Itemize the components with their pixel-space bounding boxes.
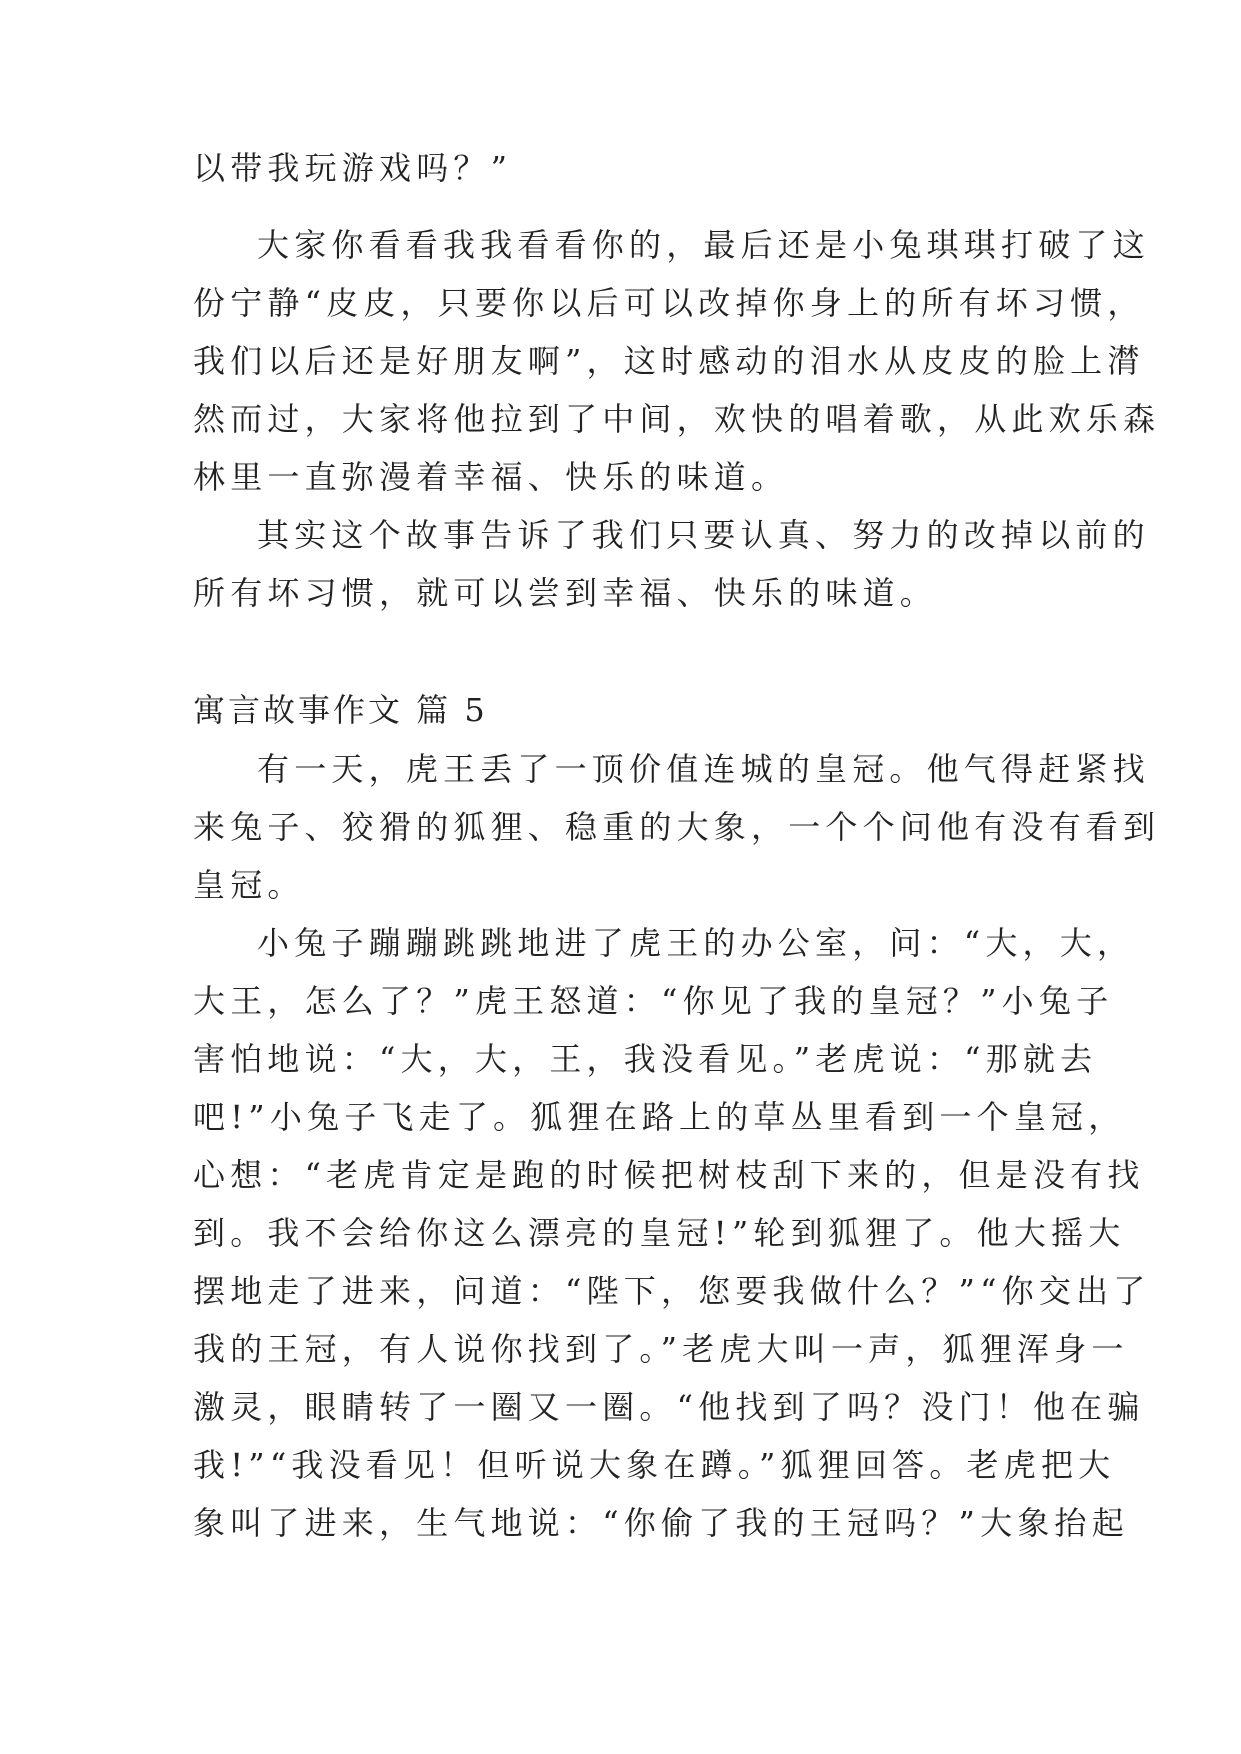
paragraph-line: 象叫了进来，生气地说：“你偷了我的王冠吗？”大象抬起 xyxy=(193,1504,1129,1542)
paragraph-line: 到。我不会给你这么漂亮的皇冠!”轮到狐狸了。他大摇大 xyxy=(193,1214,1126,1252)
paragraph-line: 害怕地说：“大，大，王，我没看见。”老虎说：“那就去 xyxy=(193,1040,1098,1078)
paragraph-line: 来兔子、狡猾的狐狸、稳重的大象，一个个问他有没有看到 xyxy=(193,808,1161,846)
paragraph-line: 份宁静“皮皮，只要你以后可以改掉你身上的所有坏习惯， xyxy=(193,284,1145,322)
paragraph-line: 我们以后还是好朋友啊”，这时感动的泪水从皮皮的脸上潸 xyxy=(193,342,1145,380)
paragraph-line: 皇冠。 xyxy=(193,866,305,904)
paragraph-line: 我!”“我没看见！但听说大象在蹲。”狐狸回答。老虎把大 xyxy=(193,1446,1116,1484)
paragraph-line: 大家你看看我我看看你的，最后还是小兔琪琪打破了这 xyxy=(257,226,1150,264)
paragraph-line: 其实这个故事告诉了我们只要认真、努力的改掉以前的 xyxy=(257,516,1150,554)
paragraph-line: 小兔子蹦蹦跳跳地进了虎王的办公室，问：“大，大， xyxy=(257,924,1135,962)
paragraph-line: 心想：“老虎肯定是跑的时候把树枝刮下来的，但是没有找 xyxy=(193,1156,1145,1194)
paragraph-line: 激灵，眼睛转了一圈又一圈。“他找到了吗？没门！他在骗 xyxy=(193,1388,1145,1426)
paragraph-line: 我的王冠，有人说你找到了。”老虎大叫一声，狐狸浑身一 xyxy=(193,1330,1129,1368)
paragraph-line: 摆地走了进来，问道：“陛下，您要我做什么？”“你交出了 xyxy=(193,1272,1151,1310)
continuation-line: 以带我玩游戏吗？” xyxy=(193,149,513,187)
section-heading: 寓言故事作文 篇 5 xyxy=(193,691,488,729)
paragraph-line: 然而过，大家将他拉到了中间，欢快的唱着歌，从此欢乐森 xyxy=(193,400,1161,438)
paragraph-line: 吧!”小兔子飞走了。狐狸在路上的草丛里看到一个皇冠， xyxy=(193,1098,1126,1136)
paragraph-line: 林里一直弥漫着幸福、快乐的味道。 xyxy=(193,458,789,496)
paragraph-line: 有一天，虎王丢了一顶价值连城的皇冠。他气得赶紧找 xyxy=(257,750,1150,788)
paragraph-line: 所有坏习惯，就可以尝到幸福、快乐的味道。 xyxy=(193,574,938,612)
paragraph-line: 大王，怎么了？”虎王怒道：“你见了我的皇冠？”小兔子 xyxy=(193,982,1114,1020)
